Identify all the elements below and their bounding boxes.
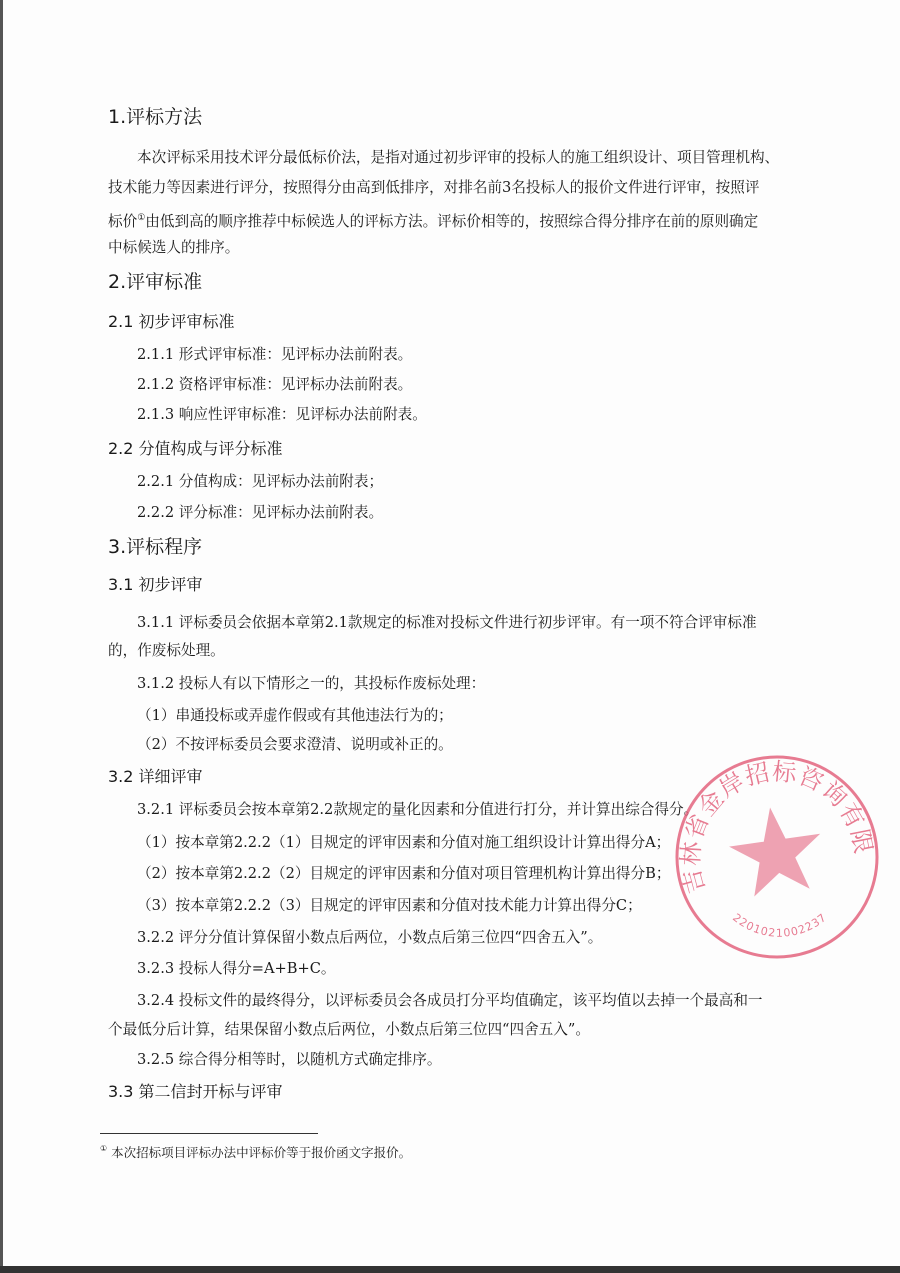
list-item: 2.2.1 分值构成：见评标办法前附表； xyxy=(137,473,384,490)
stamp-code: 2201021002237 xyxy=(730,910,830,940)
star-icon xyxy=(724,801,827,899)
list-item: 2.2.2 评分标准：见评标办法前附表。 xyxy=(137,504,384,521)
section-heading: 3.评标程序 xyxy=(108,536,203,558)
stamp-name: 吉林省金岸招标咨询有限公司 xyxy=(676,757,878,897)
footnote xyxy=(100,1143,411,1161)
list-item: （1）按本章第2.2.2（1）目规定的评审因素和分值对施工组织设计计算出得分A； xyxy=(137,834,671,851)
footnote-mark: ① xyxy=(100,1144,108,1153)
paragraph-line: 3.2.1 评标委员会按本章第2.2款规定的量化因素和分值进行打分，并计算出综合得分。 xyxy=(137,801,699,818)
list-item: （3）按本章第2.2.2（3）目规定的评审因素和分值对技术能力计算出得分C； xyxy=(137,897,642,914)
list-item: （2）按本章第2.2.2（2）目规定的评审因素和分值对项目管理机构计算出得分B； xyxy=(137,865,671,882)
subsection-heading: 3.1 初步评审 xyxy=(108,575,203,594)
paragraph-line: 3.1.2 投标人有以下情形之一的，其投标作废标处理： xyxy=(137,675,486,692)
subsection-heading: 3.3 第二信封开标与评审 xyxy=(108,1082,283,1101)
footnote-ref[interactable]: ① xyxy=(137,213,146,223)
list-item: 2.1.1 形式评审标准：见评标办法前附表。 xyxy=(137,346,413,363)
subsection-heading: 3.2 详细评审 xyxy=(108,767,203,786)
paragraph-line: 技术能力等因素进行评分，按照得分由高到低排序，对排名前3名投标人的报价文件进行评审，按照评 xyxy=(108,179,760,196)
text: 由低到高的顺序推荐中标候选人的评标方法。评标价相等的，按照综合得分排序在前的原则确定 xyxy=(145,213,759,230)
paragraph-line: 3.2.3 投标人得分=A+B+C。 xyxy=(137,960,336,977)
paragraph-line: 中标候选人的排序。 xyxy=(108,239,240,256)
footnote-divider xyxy=(100,1133,318,1134)
scan-edge-bottom xyxy=(0,1266,900,1273)
footnote-text: 本次招标项目评标办法中评标价等于报价函文字报价。 xyxy=(111,1145,412,1160)
paragraph-line: 个最低分后计算，结果保留小数点后两位，小数点后第三位四“四舍五入”。 xyxy=(108,1021,590,1038)
section-heading: 1.评标方法 xyxy=(108,106,203,128)
paragraph-line: 本次评标采用技术评分最低标价法，是指对通过初步评审的投标人的施工组织设计、项目管理机构、 xyxy=(137,149,780,166)
paragraph-line xyxy=(108,208,758,232)
list-item: （2）不按评标委员会要求澄清、说明或补正的。 xyxy=(137,736,453,753)
subsection-heading: 2.2 分值构成与评分标准 xyxy=(108,439,283,458)
subsection-heading: 2.1 初步评审标准 xyxy=(108,312,235,331)
svg-text:2201021002237 xyxy=(729,899,831,947)
list-item: 2.1.3 响应性评审标准：见评标办法前附表。 xyxy=(137,406,427,423)
paragraph-line: 3.2.5 综合得分相等时，以随机方式确定排序。 xyxy=(137,1051,442,1068)
paragraph-line: 的，作废标处理。 xyxy=(108,642,225,659)
company-seal-stamp xyxy=(672,752,882,962)
section-heading: 2.评审标准 xyxy=(108,271,203,293)
list-item: 2.1.2 资格评审标准：见评标办法前附表。 xyxy=(137,376,413,393)
list-item: （1）串通投标或弄虚作假或有其他违法行为的； xyxy=(137,707,453,724)
paragraph-line: 3.2.4 投标文件的最终得分，以评标委员会各成员打分平均值确定，该平均值以去掉一个最高和一 xyxy=(137,992,763,1009)
paragraph-line: 3.1.1 评标委员会依据本章第2.1款规定的标准对投标文件进行初步评审。有一项不符合评审标准 xyxy=(137,614,757,631)
scan-edge xyxy=(0,0,3,1273)
text: 标价 xyxy=(108,213,138,230)
paragraph-line: 3.2.2 评分分值计算保留小数点后两位，小数点后第三位四“四舍五入”。 xyxy=(137,929,603,946)
